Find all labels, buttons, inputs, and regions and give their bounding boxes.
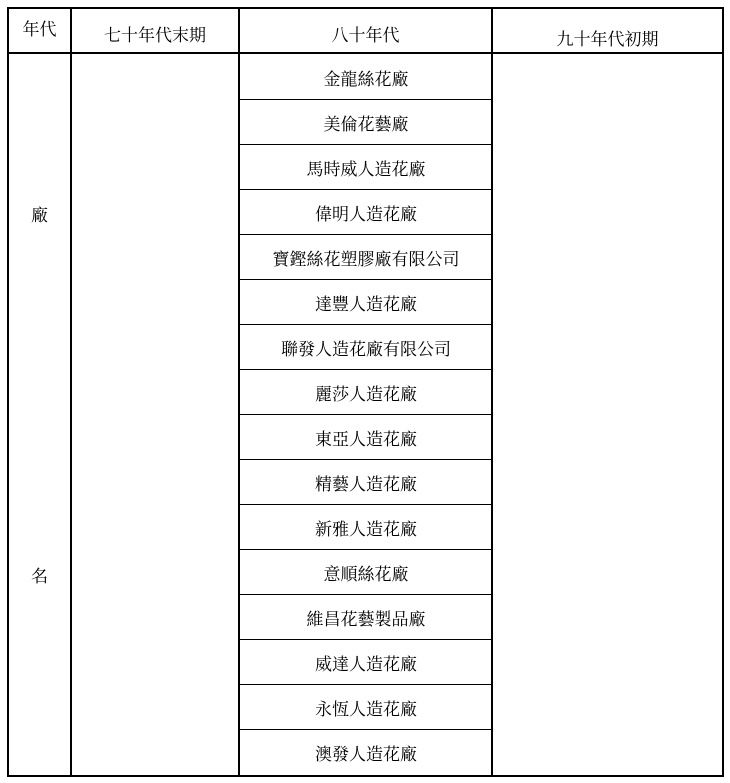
header-year: 年代	[22, 20, 57, 40]
list-item: 麗莎人造花廠	[240, 370, 492, 415]
row-label-top: 廠	[31, 206, 48, 226]
list-item: 精藝人造花廠	[240, 460, 492, 505]
list-item: 澳發人造花廠	[315, 745, 417, 765]
table-border-top	[7, 7, 724, 9]
list-item: 東亞人造花廠	[240, 415, 492, 460]
header-divider	[7, 52, 724, 54]
list-item: 威達人造花廠	[240, 640, 492, 685]
header-late-70s: 七十年代末期	[104, 26, 206, 46]
list-item: 新雅人造花廠	[240, 505, 492, 550]
list-item: 意順絲花廠	[240, 550, 492, 595]
list-item: 馬時威人造花廠	[240, 145, 492, 190]
list-item: 美倫花藝廠	[240, 100, 492, 145]
row-label-bottom: 名	[31, 567, 48, 587]
table-border-bottom	[7, 775, 724, 777]
factory-list	[0, 55, 730, 775]
list-item: 聯發人造花廠有限公司	[240, 325, 492, 370]
list-item: 寶鏗絲花塑膠廠有限公司	[240, 235, 492, 280]
list-item: 達豐人造花廠	[240, 280, 492, 325]
header-80s: 八十年代	[331, 26, 400, 46]
list-item: 維昌花藝製品廠	[240, 595, 492, 640]
header-early-90s: 九十年代初期	[556, 30, 659, 50]
list-item: 永恆人造花廠	[240, 685, 492, 730]
list-item: 金龍絲花廠	[240, 55, 492, 100]
list-item: 偉明人造花廠	[240, 190, 492, 235]
